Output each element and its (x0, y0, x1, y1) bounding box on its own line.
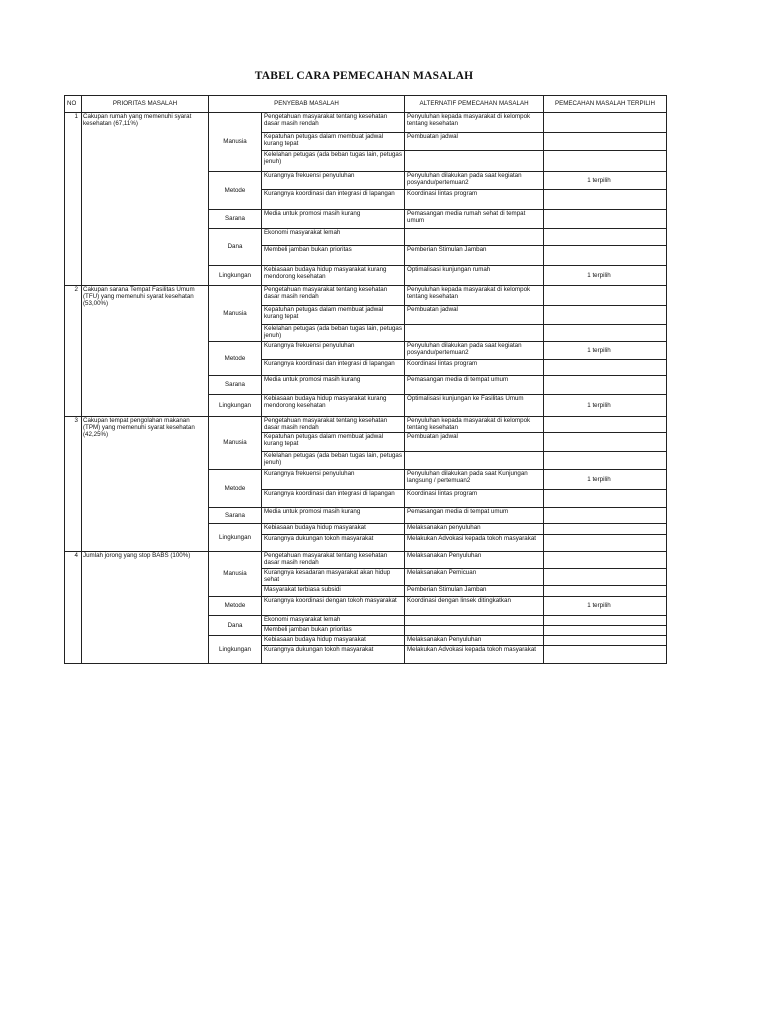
cause-category: Sarana (209, 508, 262, 524)
selected-solution-cell: 1 terpilih (544, 470, 667, 490)
cause-cell: Kepatuhan petugas dalam membuat jadwal kurang tepat (262, 433, 405, 452)
cause-cell: Kurangnya koordinasi dengan tokoh masyarakat (262, 597, 405, 616)
alternative-cell (405, 626, 544, 636)
alternative-cell: Melaksanakan Penyuluhan (405, 552, 544, 569)
priority-cell: Jumlah jorong yang stop BABS (100%) (82, 552, 209, 664)
cause-cell: Pengetahuan masyarakat tentang kesehatan dasar masih rendah (262, 552, 405, 569)
header-no: NO (65, 96, 82, 113)
alternative-cell: Koordinasi dengan linsek ditingkatkan (405, 597, 544, 616)
alternative-cell: Koordinasi lintas program (405, 490, 544, 508)
alternative-cell: Melakukan Advokasi kepada tokoh masyarakat (405, 535, 544, 552)
cause-cell: Kelelahan petugas (ada beban tugas lain, petugas jenuh) (262, 452, 405, 470)
selected-solution-cell (544, 569, 667, 586)
alternative-cell: Melaksanakan Penyuluhan (405, 636, 544, 646)
alternative-cell: Penyuluhan kepada masyarakat di kelompok tentang kesehatan (405, 417, 544, 433)
alternative-cell (405, 452, 544, 470)
alternative-cell: Penyuluhan kepada masyarakat di kelompok tentang kesehatan (405, 286, 544, 306)
selected-solution-cell: 1 terpilih (544, 395, 667, 417)
selected-solution-cell: 1 terpilih (544, 266, 667, 286)
alternative-cell: Optimalisasi kunjungan rumah (405, 266, 544, 286)
document-title: TABEL CARA PEMECAHAN MASALAH (254, 70, 474, 82)
selected-solution-cell (544, 452, 667, 470)
selected-solution-cell (544, 616, 667, 626)
problem-number: 1 (65, 113, 82, 286)
cause-cell: Ekonomi masyarakat lemah (262, 229, 405, 246)
selected-solution-cell (544, 151, 667, 172)
cause-cell: Media untuk promosi masih kurang (262, 210, 405, 229)
cause-cell: Masyarakat terbiasa subsidi (262, 586, 405, 597)
selected-solution-cell (544, 490, 667, 508)
cause-category: Lingkungan (209, 395, 262, 417)
cause-category: Sarana (209, 210, 262, 229)
cause-cell: Kepatuhan petugas dalam membuat jadwal kurang tepat (262, 133, 405, 151)
selected-solution-cell: 1 terpilih (544, 172, 667, 190)
selected-solution-cell (544, 646, 667, 664)
selected-solution-cell (544, 360, 667, 376)
cause-category: Manusia (209, 113, 262, 172)
alternative-cell: Pembuatan jadwal (405, 433, 544, 452)
alternative-cell: Melakukan Advokasi kepada tokoh masyarakat (405, 646, 544, 664)
header-prioritas: PRIORITAS MASALAH (82, 96, 209, 113)
alternative-cell (405, 616, 544, 626)
selected-solution-cell (544, 286, 667, 306)
cause-category: Lingkungan (209, 524, 262, 552)
alternative-cell: Pemberian Stimulan Jamban (405, 246, 544, 266)
cause-cell: Kebiasaan budaya hidup masyarakat kurang mendorong kesehatan (262, 395, 405, 417)
cause-cell: Kebiasaan budaya hidup masyarakat (262, 524, 405, 535)
cause-cell: Kurangnya kesadaran masyarakat akan hidup sehat (262, 569, 405, 586)
table-row (65, 113, 667, 133)
cause-cell: Kurangnya dukungan tokoh masyarakat (262, 646, 405, 664)
cause-category: Sarana (209, 376, 262, 395)
alternative-cell: Optimalisasi kunjungan ke Fasilitas Umum (405, 395, 544, 417)
cause-cell: Pengetahuan masyarakat tentang kesehatan dasar masih rendah (262, 417, 405, 433)
table-header-row (65, 96, 667, 113)
cause-cell: Kurangnya dukungan tokoh masyarakat (262, 535, 405, 552)
cause-cell: Kurangnya frekuensi penyuluhan (262, 470, 405, 490)
alternative-cell: Penyuluhan dilakukan pada saat Kunjungan langsung / pertemuan2 (405, 470, 544, 490)
cause-cell: Media untuk promosi masih kurang (262, 508, 405, 524)
alternative-cell (405, 151, 544, 172)
alternative-cell: Penyuluhan dilakukan pada saat kegiatan posyandu/pertemuan2 (405, 342, 544, 360)
cause-category: Lingkungan (209, 266, 262, 286)
table-row (65, 552, 667, 569)
cause-cell: Media untuk promosi masih kurang (262, 376, 405, 395)
selected-solution-cell (544, 417, 667, 433)
selected-solution-cell (544, 113, 667, 133)
cause-category: Manusia (209, 552, 262, 597)
alternative-cell (405, 325, 544, 342)
selected-solution-cell (544, 210, 667, 229)
alternative-cell: Penyuluhan dilakukan pada saat kegiatan posyandu/pertemuan2 (405, 172, 544, 190)
header-alternatif: ALTERNATIF PEMECAHAN MASALAH (405, 96, 544, 113)
selected-solution-cell (544, 552, 667, 569)
cause-cell: Membeli jamban bukan prioritas (262, 626, 405, 636)
selected-solution-cell (544, 306, 667, 325)
cause-cell: Kepatuhan petugas dalam membuat jadwal kurang tepat (262, 306, 405, 325)
selected-solution-cell (544, 229, 667, 246)
alternative-cell: Pemasangan media rumah sehat di tempat umum (405, 210, 544, 229)
selected-solution-cell (544, 133, 667, 151)
cause-category: Manusia (209, 286, 262, 342)
selected-solution-cell (544, 626, 667, 636)
cause-category: Dana (209, 616, 262, 636)
table-row (65, 417, 667, 433)
problem-number: 3 (65, 417, 82, 552)
cause-category: Metode (209, 470, 262, 508)
cause-category: Manusia (209, 417, 262, 470)
alternative-cell: Penyuluhan kepada masyarakat di kelompok tentang kesehatan (405, 113, 544, 133)
selected-solution-cell: 1 terpilih (544, 597, 667, 616)
alternative-cell: Koordinasi lintas program (405, 190, 544, 210)
cause-cell: Kurangnya koordinasi dan integrasi di lapangan (262, 360, 405, 376)
priority-cell: Cakupan tempat pengolahan makanan (TPM) yang memenuhi syarat kesehatan (42,25%) (82, 417, 209, 552)
selected-solution-cell (544, 586, 667, 597)
header-terpilih: PEMECAHAN MASALAH TERPILIH (544, 96, 667, 113)
alternative-cell (405, 229, 544, 246)
problem-solving-table (64, 95, 667, 664)
selected-solution-cell (544, 636, 667, 646)
selected-solution-cell (544, 246, 667, 266)
cause-category: Metode (209, 172, 262, 210)
alternative-cell: Pemasangan media di tempat umum (405, 508, 544, 524)
selected-solution-cell (544, 524, 667, 535)
selected-solution-cell (544, 535, 667, 552)
alternative-cell: Melaksanakan Pemicuan (405, 569, 544, 586)
selected-solution-cell (544, 433, 667, 452)
cause-category: Metode (209, 597, 262, 616)
cause-cell: Pengetahuan masyarakat tentang kesehatan dasar masih rendah (262, 113, 405, 133)
cause-cell: Pengetahuan masyarakat tentang kesehatan dasar masih rendah (262, 286, 405, 306)
alternative-cell: Pembuatan jadwal (405, 306, 544, 325)
priority-cell: Cakupan sarana Tempat Fasilitas Umum (TFU) yang memenuhi syarat kesehatan (53,00%) (82, 286, 209, 417)
alternative-cell: Melaksanakan penyuluhan (405, 524, 544, 535)
selected-solution-cell (544, 190, 667, 210)
cause-category: Lingkungan (209, 636, 262, 664)
problem-number: 2 (65, 286, 82, 417)
cause-cell: Ekonomi masyarakat lemah (262, 616, 405, 626)
priority-cell: Cakupan rumah yang memenuhi syarat kesehatan (67,11%) (82, 113, 209, 286)
cause-cell: Kelelahan petugas (ada beban tugas lain, petugas jenuh) (262, 151, 405, 172)
problem-number: 4 (65, 552, 82, 664)
cause-cell: Kurangnya koordinasi dan integrasi di lapangan (262, 490, 405, 508)
cause-cell: Membeli jamban bukan prioritas (262, 246, 405, 266)
cause-category: Metode (209, 342, 262, 376)
cause-cell: Kurangnya koordinasi dan integrasi di lapangan (262, 190, 405, 210)
header-penyebab: PENYEBAB MASALAH (209, 96, 405, 113)
cause-cell: Kebiasaan budaya hidup masyarakat (262, 636, 405, 646)
alternative-cell: Koordinasi lintas program (405, 360, 544, 376)
cause-category: Dana (209, 229, 262, 266)
selected-solution-cell: 1 terpilih (544, 342, 667, 360)
cause-cell: Kelelahan petugas (ada beban tugas lain, petugas jenuh) (262, 325, 405, 342)
alternative-cell: Pemberian Stimulan Jamban (405, 586, 544, 597)
table-row (65, 286, 667, 306)
selected-solution-cell (544, 325, 667, 342)
alternative-cell: Pembuatan jadwal (405, 133, 544, 151)
selected-solution-cell (544, 376, 667, 395)
selected-solution-cell (544, 508, 667, 524)
cause-cell: Kurangnya frekuensi penyuluhan (262, 172, 405, 190)
cause-cell: Kebiasaan budaya hidup masyarakat kurang mendorong kesehatan (262, 266, 405, 286)
cause-cell: Kurangnya frekuensi penyuluhan (262, 342, 405, 360)
alternative-cell: Pemasangan media di tempat umum (405, 376, 544, 395)
